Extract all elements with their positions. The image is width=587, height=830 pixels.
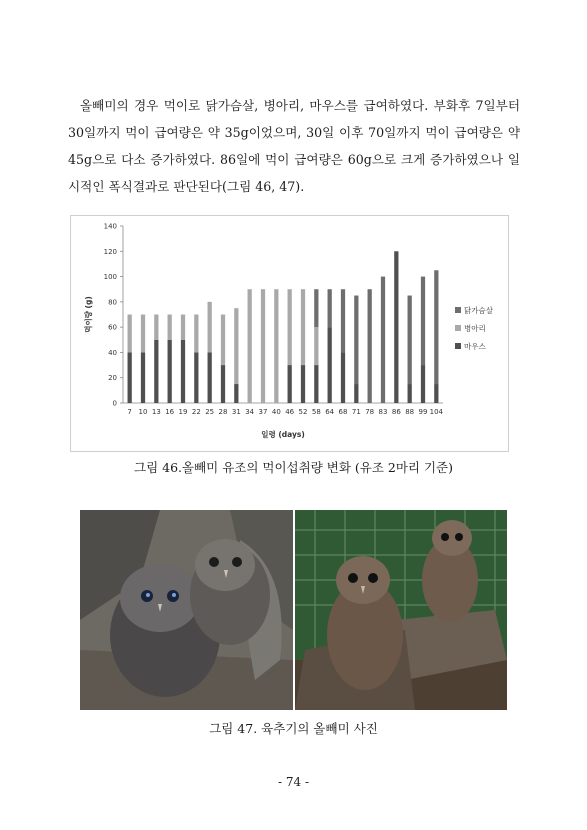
x-tick-label: 78 [365,408,375,416]
bar-segment [408,296,412,385]
bar-segment [288,289,292,365]
bar-segment [328,289,332,327]
bar-segment [181,315,185,340]
page-number: - 74 - [277,775,309,789]
y-axis-label: 먹이량 (g) [84,296,93,333]
x-tick-label: 68 [338,408,348,416]
legend-swatch [455,307,461,313]
y-tick-label: 60 [108,323,117,332]
bar-segment [381,277,385,403]
legend-label: 닭가슴살 [464,306,493,315]
bar-segment [301,365,305,403]
bar-segment [248,289,252,403]
x-tick-label: 13 [151,408,161,416]
bar-segment [341,289,345,352]
x-tick-label: 37 [258,408,268,416]
bar-segment [128,315,132,353]
bar-segment [221,365,225,403]
legend-swatch [455,343,461,349]
bar-segment [421,365,425,403]
bar-segment [194,315,198,353]
x-tick-label: 58 [311,408,321,416]
bar-segment [168,315,172,340]
food-intake-chart [70,215,509,452]
x-tick-label: 40 [271,408,281,416]
figure46-caption: 그림 46.올빼미 유조의 먹이섭취량 변화 (유조 2마리 기준) [134,460,453,475]
bar-segment [168,340,172,403]
bar-segment [208,352,212,403]
x-tick-label: 104 [429,408,444,416]
x-tick-label: 19 [178,408,188,416]
x-tick-label: 83 [378,408,388,416]
y-tick-label: 120 [103,247,117,256]
y-tick-label: 0 [112,399,117,408]
bar-segment [368,289,372,403]
bar-segment [154,340,158,403]
bar-segment [434,384,438,403]
bar-segment [354,296,358,385]
bar-segment [221,315,225,366]
bar-segment [394,251,398,403]
bar-segment [328,327,332,403]
x-tick-label: 46 [285,408,295,416]
x-axis-label: 일령 (days) [261,430,305,439]
bar-segment [288,365,292,403]
bar-segment [141,315,145,353]
x-tick-label: 22 [191,408,201,416]
y-tick-label: 140 [103,222,117,231]
x-tick-label: 71 [351,408,361,416]
bar-segment [421,277,425,365]
y-tick-label: 20 [108,374,117,383]
legend-label: 병아리 [464,324,486,333]
bar-segment [194,352,198,403]
body-paragraph: 올빼미의 경우 먹이로 닭가슴살, 병아리, 마우스를 급여하였다. 부화후 7일부터 30일까지 먹이 급여량은 약 35g이었으며, 30일 이후 70일까지 먹이 급여량은 약 45g으로 다소 증가하였다. 86일에 먹이 급여량은 60g으로 크게 증가하였으나 일시적인 폭식결과로 판단된다(그림 46, 47). [68,98,520,194]
bar-segment [128,352,132,403]
legend-swatch [455,325,461,331]
y-tick-label: 40 [108,348,117,357]
bar-segment [314,289,318,327]
y-tick-label: 100 [103,273,117,282]
bar-segment [154,315,158,340]
x-tick-label: 10 [138,408,148,416]
bar-segment [301,289,305,365]
owlet-photo-left [80,510,293,710]
legend-label: 마우스 [464,342,486,351]
chart-canvas [71,216,508,451]
bar-segment [141,352,145,403]
bar-segment [234,384,238,403]
x-tick-label: 16 [165,408,175,416]
y-tick-label: 80 [108,298,117,307]
x-tick-label: 7 [127,408,132,416]
bar-segment [181,340,185,403]
bar-segment [274,289,278,403]
bar-segment [314,327,318,365]
bar-segment [208,302,212,353]
figure47-caption: 그림 47. 육추기의 올빼미 사진 [209,721,378,736]
x-tick-label: 34 [245,408,255,416]
x-tick-label: 86 [391,408,401,416]
x-tick-label: 25 [205,408,215,416]
bar-segment [234,308,238,384]
bar-segment [408,384,412,403]
x-tick-label: 28 [218,408,228,416]
bar-segment [354,384,358,403]
x-tick-label: 31 [231,408,241,416]
x-tick-label: 64 [325,408,335,416]
bar-segment [314,365,318,403]
bar-segment [261,289,265,403]
bar-segment [341,352,345,403]
owl-photo-right [295,510,507,710]
x-tick-label: 99 [418,408,428,416]
x-tick-label: 52 [298,408,308,416]
bar-segment [434,270,438,384]
x-tick-label: 88 [405,408,415,416]
